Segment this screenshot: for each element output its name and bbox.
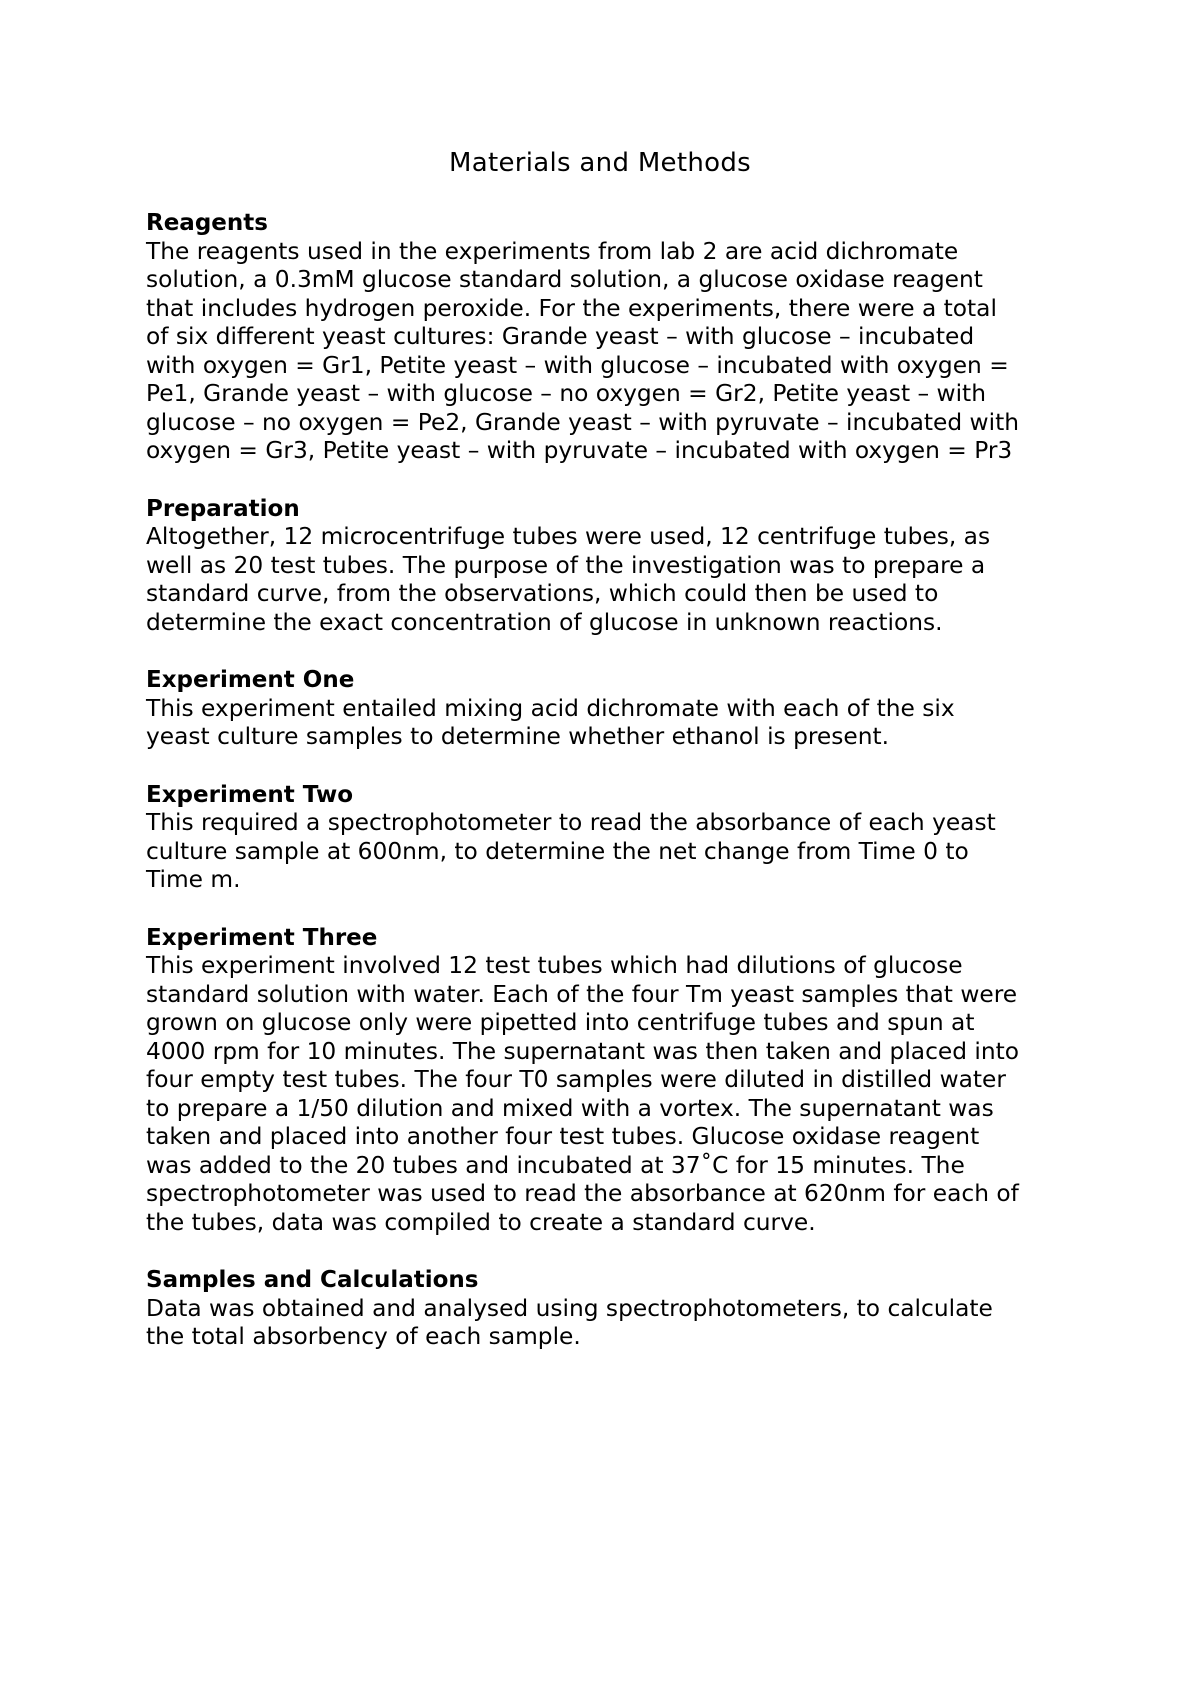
text-line: of six different yeast cultures: Grande yeast – with glucose – incubated [146,323,975,350]
text-line: that includes hydrogen peroxide. For the experiments, there were a total [146,294,997,322]
section-experiment-one [146,666,1086,752]
text-line: glucose – no oxygen = Pe2, Grande yeast – with pyruvate – incubated with [146,408,1019,436]
text-line: This required a spectrophotometer to read the absorbance of each yeast [146,809,996,836]
section-body [146,523,1086,637]
text-line: the tubes, data was compiled to create a standard curve. [146,1208,816,1236]
document-content [146,209,1086,1381]
text-line: grown on glucose only were pipetted into centrifuge tubes and spun at [146,1009,975,1036]
text-line: 4000 rpm for 10 minutes. The supernatant was then taken and placed into [146,1037,1020,1065]
text-line: Time m. [146,866,241,893]
text-line: taken and placed into another four test tubes. Glucose oxidase reagent [146,1123,980,1150]
text-line: four empty test tubes. The four T0 samples were diluted in distilled water [146,1066,1006,1093]
text-line: with oxygen = Gr1, Petite yeast – with glucose – incubated with oxygen = [146,351,1009,379]
text-line: culture sample at 600nm, to determine the net change from Time 0 to [146,837,969,865]
text-line: The reagents used in the experiments from lab 2 are acid dichromate [146,237,959,265]
text-line: standard curve, from the observations, which could then be used to [146,580,939,607]
text-line: Data was obtained and analysed using spectrophotometers, to calculate [146,1294,993,1322]
text-line: oxygen = Gr3, Petite yeast – with pyruvate – incubated with oxygen = Pr3 [146,437,1013,464]
section-samples-and-calculations [146,1266,1086,1352]
section-preparation [146,495,1086,638]
text-line: This experiment involved 12 test tubes which had dilutions of glucose [146,952,963,979]
text-line: determine the exact concentration of glucose in unknown reactions. [146,608,943,636]
section-reagents [146,209,1086,466]
text-line: standard solution with water. Each of the four Tm yeast samples that were [146,980,1018,1008]
text-line: well as 20 test tubes. The purpose of the investigation was to prepare a [146,551,986,579]
section-heading: Reagents [146,210,268,236]
text-line: Pe1, Grande yeast – with glucose – no oxygen = Gr2, Petite yeast – with [146,380,986,407]
text-line: Altogether, 12 microcentrifuge tubes were used, 12 centrifuge tubes, as [146,523,991,550]
section-heading: Samples and Calculations [146,1267,479,1293]
section-experiment-three [146,924,1086,1238]
text-line: spectrophotometer was used to read the absorbance at 620nm for each of [146,1180,1019,1207]
document-title: Materials and Methods [449,148,751,178]
section-experiment-two [146,781,1086,895]
text-line: was added to the 20 tubes and incubated at 37˚C for 15 minutes. The [146,1151,965,1179]
section-body [146,809,1086,895]
section-heading: Preparation [146,495,300,522]
section-body [146,238,1086,466]
text-line: the total absorbency of each sample. [146,1323,581,1350]
section-body [146,695,1086,752]
section-heading: Experiment Two [146,781,353,808]
section-heading: Experiment Three [146,924,378,951]
text-line: solution, a 0.3mM glucose standard solution, a glucose oxidase reagent [146,266,983,293]
section-body [146,1295,1086,1352]
section-body [146,952,1086,1237]
section-heading: Experiment One [146,667,355,693]
text-line: This experiment entailed mixing acid dichromate with each of the six [146,694,955,722]
text-line: yeast culture samples to determine whether ethanol is present. [146,723,890,750]
text-line: to prepare a 1/50 dilution and mixed with a vortex. The supernatant was [146,1094,994,1122]
